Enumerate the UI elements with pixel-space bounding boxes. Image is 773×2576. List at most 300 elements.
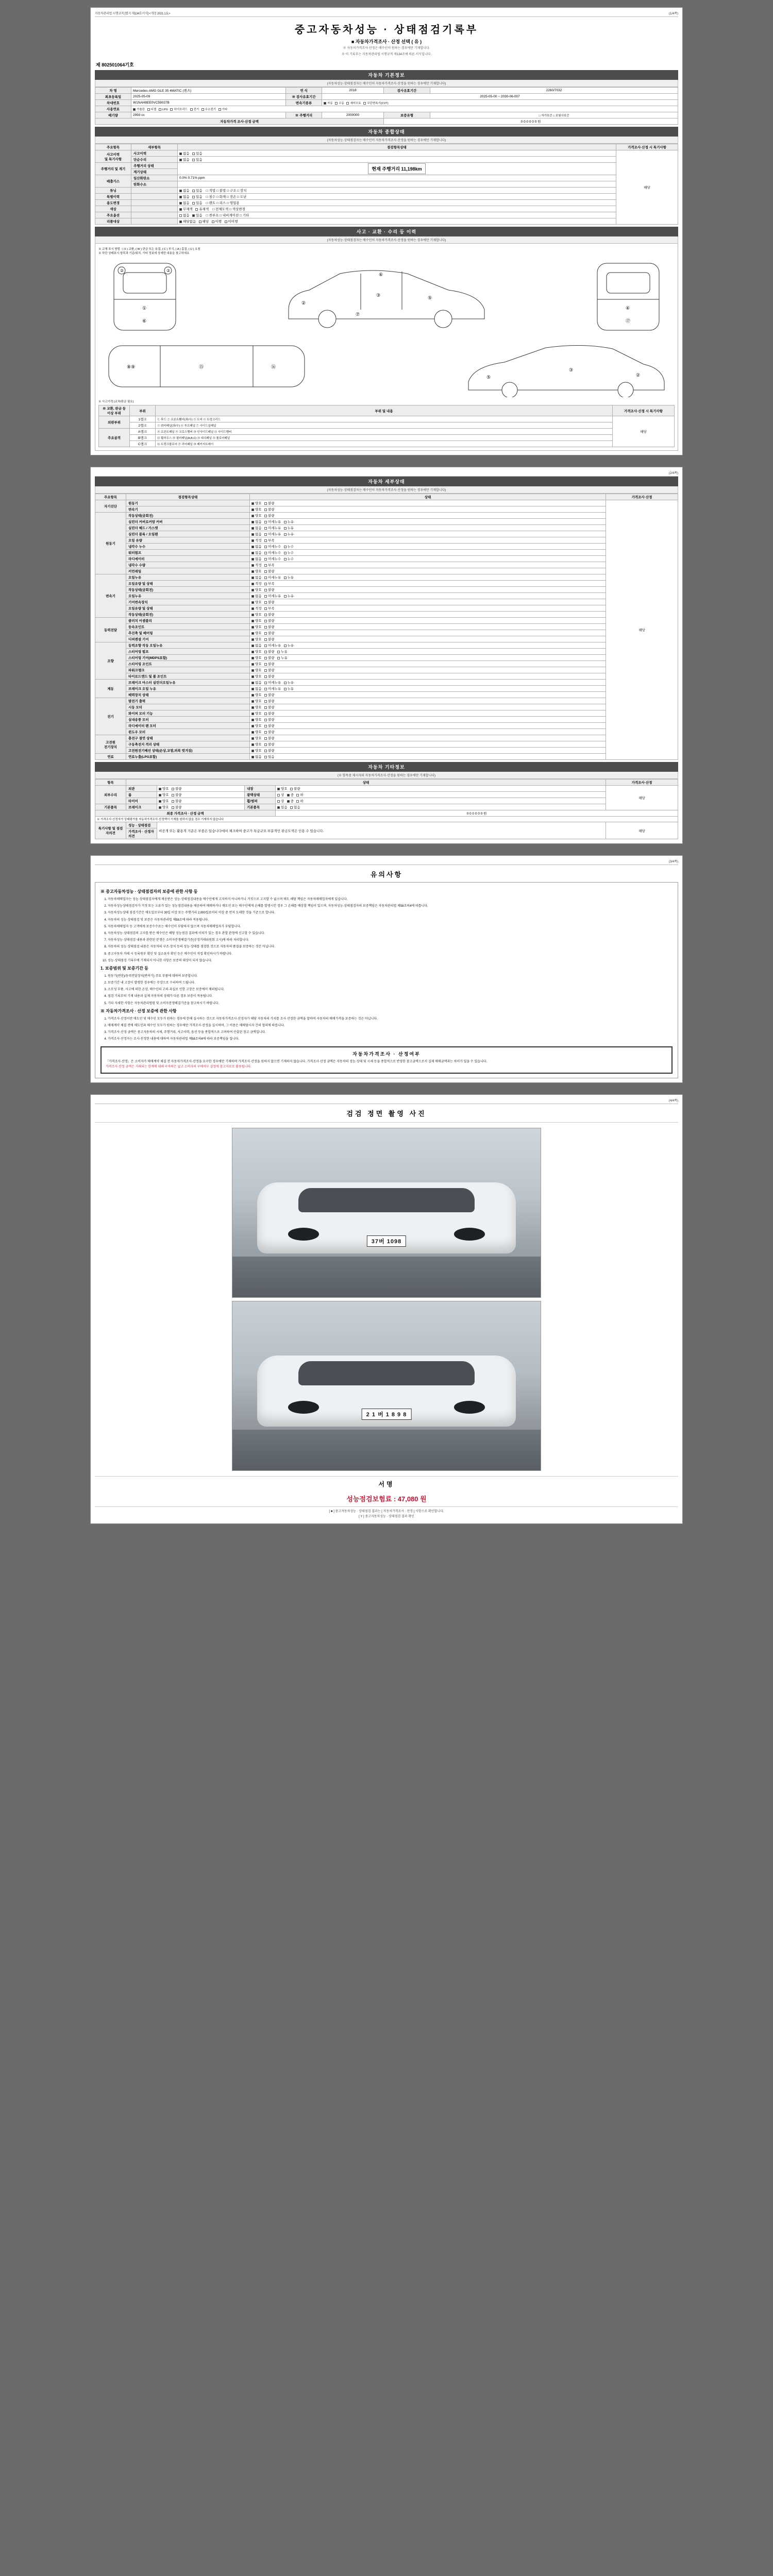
table-row bbox=[95, 605, 678, 612]
co-value: 0.0% 0.71% ppm bbox=[178, 175, 616, 181]
usage-change-sub bbox=[131, 200, 178, 206]
etc-label-polish: 광택상태 bbox=[245, 792, 276, 798]
table-row bbox=[95, 550, 678, 556]
outer-panel-label: 외판부위 bbox=[99, 416, 130, 429]
detail-item-state[interactable]: 양호 불량 누유 bbox=[250, 649, 606, 655]
section-overall-note: (자동차성능·상태점검자는 매수인이 자동차가격조사·산정을 원하는 경우에만 기재합니다) bbox=[95, 137, 678, 144]
detail-item-state[interactable]: 적정 부족 bbox=[250, 562, 606, 568]
vehicle-rear-photo bbox=[232, 1301, 541, 1471]
table-row bbox=[95, 506, 678, 513]
detail-item-label: 연료누출(LPG포함) bbox=[126, 754, 250, 760]
value-price-appraisal: 0 0 0 0 0 0 원 bbox=[384, 118, 678, 125]
fuel-opt-5: 수소전기 bbox=[205, 108, 216, 111]
th-state: 점검항목상태 bbox=[178, 144, 616, 150]
svg-text:⑧⑨: ⑧⑨ bbox=[127, 364, 136, 369]
table-row bbox=[95, 741, 678, 748]
fuel-opt-3: 하이브리드 bbox=[174, 108, 188, 111]
table-row bbox=[99, 429, 675, 435]
table-row bbox=[95, 157, 678, 163]
detail-item-state[interactable]: 양호 불량 bbox=[250, 500, 606, 506]
detail-item-state[interactable]: 양호 불량 bbox=[250, 624, 606, 630]
value-mileage: 2000000 bbox=[322, 112, 384, 118]
table-row bbox=[95, 118, 678, 125]
detail-item-state[interactable]: 양호 불량 bbox=[250, 630, 606, 636]
table-row bbox=[95, 587, 678, 593]
cb-fuel-lpg[interactable] bbox=[159, 108, 162, 111]
table-row bbox=[95, 680, 678, 686]
detail-item-label: 배력장치 상태 bbox=[126, 692, 250, 698]
rank2-items: ⑤ 쿼터패널(좌/우) ⑥ 루프패널 ⑦ 사이드실패널 bbox=[156, 422, 613, 429]
etc-basic-group: 기본품목 bbox=[95, 804, 126, 810]
simple-repair-state[interactable]: 없음 있음 bbox=[178, 157, 616, 163]
fuel-opt-2: LPG bbox=[162, 108, 168, 111]
table-row bbox=[95, 106, 678, 112]
detail-item-state[interactable]: 없음 미세누수 누수 bbox=[250, 556, 606, 562]
wheel-right bbox=[454, 1228, 485, 1241]
detail-item-label: 오일누유 bbox=[126, 574, 250, 581]
etc-wheel-state[interactable]: 상 중 하 bbox=[276, 798, 606, 804]
notice-item: 2. 매매계약 체결 전에 매도인과 매수인 모두가 원하는 경우에만 가격조사·산정을 실시하며, 그 비용은 매매당사자 간의 협의에 따릅니다. bbox=[108, 1023, 673, 1028]
rank2-label: 2랭크 bbox=[130, 422, 156, 429]
row-hc: 탄화수소 bbox=[131, 181, 178, 188]
detail-item-state[interactable]: 양호 불량 bbox=[250, 729, 606, 735]
detail-item-state[interactable]: 양호 불량 bbox=[250, 692, 606, 698]
detail-item-label: 클러치 어셈블리 bbox=[126, 618, 250, 624]
table-row bbox=[95, 88, 678, 94]
fuel-opt-4: 전기 bbox=[193, 108, 199, 111]
detail-item-state[interactable]: 양호 불량 bbox=[250, 636, 606, 642]
th-sub-item: 세부항목 bbox=[131, 144, 178, 150]
table-row bbox=[95, 729, 678, 735]
svg-text:⑥: ⑥ bbox=[379, 272, 383, 277]
detail-item-label: 스티어링 펌프 bbox=[126, 649, 250, 655]
frameB-label: B랭크 bbox=[130, 435, 156, 441]
docno-label: 제 bbox=[96, 62, 100, 67]
detail-item-label: 스티어링 기어(MDPS포함) bbox=[126, 655, 250, 661]
row-color: 색상 bbox=[95, 206, 131, 212]
signature-title: 서명 bbox=[95, 1476, 678, 1492]
tuning-state[interactable]: 없음 있음 □ 적법 □ 불법 □ 구조 □ 장치 bbox=[178, 188, 616, 194]
detail-item-label: 디퍼렌셜 기어 bbox=[126, 636, 250, 642]
detail-item-state[interactable]: 양호 불량 bbox=[250, 698, 606, 704]
page-number-4: (4/4쪽) bbox=[668, 1099, 678, 1103]
detail-item-state[interactable]: 없음 미세누유 누유 bbox=[250, 525, 606, 531]
windshield bbox=[298, 1188, 475, 1212]
title-block bbox=[95, 17, 678, 59]
car-rear-view-icon bbox=[582, 258, 675, 335]
row-gauge-state: 계기상태 bbox=[131, 169, 178, 175]
etc-label-tire: 타이어 bbox=[126, 798, 157, 804]
damage-diagram bbox=[95, 244, 678, 451]
section-detail-note: (자동차성능·상태점검자는 매수인이 자동차가격조사·산정을 원하는 경우에만 기재합니다) bbox=[95, 486, 678, 494]
etc-label-room: 룸 bbox=[126, 792, 157, 798]
value-valid-range: 2025-05-00 ~ 2030-06-007 bbox=[322, 94, 678, 100]
notice-heading-1: ※ 중고자동차성능 · 상태점검자의 보증에 관한 사항 등 bbox=[100, 889, 198, 894]
th-rank: 부위 bbox=[130, 405, 156, 416]
special-note-stamp: 해당 bbox=[606, 822, 678, 839]
notice-item: 6. 자동차성능·상태점검의 고지를 받은 매수인은 해당 성능점검 결과에 이의가 있는 경우 관할 관청에 신고할 수 있습니다. bbox=[108, 931, 673, 936]
detail-item-state[interactable]: 양호 불량 bbox=[250, 612, 606, 618]
cb-fuel-gasoline[interactable] bbox=[133, 108, 137, 111]
detail-item-label: 작동상태(공회전) bbox=[126, 587, 250, 593]
detail-item-state[interactable]: 양호 불량 bbox=[250, 673, 606, 680]
detail-item-label: 윈도우 모터 bbox=[126, 729, 250, 735]
value-vin: W1NAH8EE0VC59037B bbox=[131, 100, 286, 106]
detail-item-state[interactable]: 없음 미세누유 누유 bbox=[250, 686, 606, 692]
label-valid-range: ※ 검사유효기간 bbox=[286, 94, 322, 100]
notice-item: 1. 원동기(엔진)/동력전달장치(변속기) 주요 부품에 대하여 보증합니다. bbox=[108, 974, 673, 979]
ground bbox=[232, 1257, 541, 1297]
doc-subtitle: ■ 자동차가격조사 · 산정 선택 ( 유 ) bbox=[351, 39, 422, 44]
table-row bbox=[95, 500, 678, 506]
detail-item-state[interactable]: 양호 불량 bbox=[250, 704, 606, 710]
table-row bbox=[95, 704, 678, 710]
frameB-items: ⑫ 휠하우스 ⑬ 필러패널(A,B,C) ⑭ 대쉬패널 ⑮ 플로어패널 bbox=[156, 435, 613, 441]
frameC-items: ⑯ 트렁크플로어 ⑰ 리어패널 ⑱ 패키지트레이 bbox=[156, 441, 613, 447]
table-row bbox=[95, 698, 678, 704]
th-main-item: 주요항목 bbox=[95, 144, 131, 150]
rank1-items: ① 후드 ② 프론트휀더(좌/우) ③ 도어 ④ 트렁크리드 bbox=[156, 416, 613, 422]
table-row bbox=[95, 562, 678, 568]
total-price-note: ※ 가격조사·산정자가 상태평가를 자동차가격조사·산정액이 기재를 원하지 않을 경우 기재하지 않습니다 bbox=[95, 817, 678, 822]
detail-item-state[interactable]: 없음 미세누유 누유 bbox=[250, 680, 606, 686]
special-history-state[interactable]: 없음 있음 □ 침수 □ 화재 □ 전손 □ 도난 bbox=[178, 194, 616, 200]
notice-list-2 bbox=[100, 974, 673, 1006]
etc-tire-state[interactable]: 양호 불량 bbox=[157, 798, 245, 804]
table-row bbox=[95, 636, 678, 642]
detail-item-state[interactable]: 양호 불량 bbox=[250, 723, 606, 729]
detail-gam-value: 해당 bbox=[606, 500, 678, 760]
detail-item-state[interactable]: 양호 불량 bbox=[250, 513, 606, 519]
cb-fuel-diesel[interactable] bbox=[147, 108, 151, 111]
special-note-sub2: 가격조사 · 산정자의견 bbox=[126, 828, 157, 839]
notice-box bbox=[95, 882, 678, 1078]
detail-item-state[interactable]: 양호 불량 bbox=[250, 710, 606, 717]
rank1-label: 1랭크 bbox=[130, 416, 156, 422]
fuel-opt-1: 디젤 bbox=[150, 108, 157, 111]
detail-group-label: 제동 bbox=[95, 680, 126, 698]
etc-brake-state[interactable]: 양호 불량 bbox=[157, 804, 245, 810]
table-row bbox=[95, 163, 678, 169]
wheel-left bbox=[288, 1228, 319, 1241]
detail-item-state[interactable]: 양호 불량 bbox=[250, 667, 606, 673]
detail-item-label: 커먼레일 bbox=[126, 568, 250, 574]
mileage-state-value bbox=[178, 163, 616, 175]
detail-item-state[interactable]: 없음 미세누유 누유 bbox=[250, 574, 606, 581]
recall-state[interactable]: 해당없음 해당 이행 미이행 bbox=[178, 218, 616, 225]
detail-state-table bbox=[95, 494, 678, 760]
table-row bbox=[95, 188, 678, 194]
page-number-1: (1/4쪽) bbox=[668, 12, 678, 15]
table-row bbox=[95, 717, 678, 723]
detail-item-state[interactable]: 없음 미세누유 누유 bbox=[250, 519, 606, 525]
detail-item-label: 냉각수 수량 bbox=[126, 562, 250, 568]
table-row bbox=[95, 525, 678, 531]
value-warranty: □ 자가보증 □ 보험사보증 bbox=[430, 112, 678, 118]
row-mileage-state: 주행거리 상태 bbox=[131, 163, 178, 169]
cb-trans-auto[interactable] bbox=[324, 102, 327, 105]
sheet-2 bbox=[90, 467, 683, 844]
label-inspection-valid: 검사유효기간 bbox=[384, 88, 430, 94]
color-sub bbox=[131, 206, 178, 212]
table-row bbox=[95, 112, 678, 118]
table-row bbox=[95, 667, 678, 673]
etc-label-exterior: 외관 bbox=[126, 786, 157, 792]
table-row bbox=[99, 435, 675, 441]
detail-item-state[interactable]: 양호 불량 bbox=[250, 735, 606, 741]
label-vin: 차대번호 bbox=[95, 100, 131, 106]
detail-item-state[interactable]: 없음 미세누수 누수 bbox=[250, 544, 606, 550]
etc-gam-value: 해당 bbox=[606, 786, 678, 810]
detail-item-state[interactable]: 양호 불량 누유 bbox=[250, 655, 606, 661]
footer-notes bbox=[95, 1506, 678, 1519]
detail-item-state[interactable]: 적정 부족 bbox=[250, 537, 606, 544]
table-row bbox=[95, 748, 678, 754]
total-price-value: 0 0 0 0 0 0 원 bbox=[276, 810, 678, 817]
detail-item-label: 라디에이터 bbox=[126, 556, 250, 562]
row-options: 주요옵션 bbox=[95, 212, 131, 218]
notice-list-3 bbox=[100, 1016, 673, 1042]
label-transmission: 변속기종류 bbox=[286, 100, 322, 106]
table-row bbox=[99, 416, 675, 422]
table-row bbox=[95, 200, 678, 206]
sheet4-left bbox=[95, 1098, 96, 1101]
th-detail-gam: 가격조사·산정 bbox=[606, 494, 678, 500]
section-etc-title: 자동차 기타정보 bbox=[95, 762, 678, 772]
frameA-items: ⑧ 프론트패널 ⑨ 크로스멤버 ⑩ 인사이드패널 ⑪ 사이드멤버 bbox=[156, 429, 613, 435]
detail-item-state[interactable]: 양호 불량 bbox=[250, 717, 606, 723]
table-row bbox=[95, 599, 678, 605]
notice-heading-3: ※ 자동차가격조사 · 산정 보증에 관한 사항 bbox=[100, 1008, 177, 1013]
detail-group-label: 고전원 전기장치 bbox=[95, 735, 126, 754]
color-state[interactable]: 무채색 유채색 □ 전체도색 □ 색상변경 bbox=[178, 206, 616, 212]
notice-item: 3. 소모성 부품, 사고에 의한 손상, 매수인의 고의·과실로 인한 고장은 보증에서 제외됩니다. bbox=[108, 987, 673, 992]
row-co: 일산화탄소 bbox=[131, 175, 178, 181]
detail-item-state[interactable]: 양호 불량 bbox=[250, 599, 606, 605]
basic-info-table bbox=[95, 87, 678, 125]
tuning-sub bbox=[131, 188, 178, 194]
notice-item: 4. 점검 기록부의 기재 내용과 실제 자동차의 상태가 다른 경우 보증이 적용됩니다. bbox=[108, 994, 673, 999]
table-row bbox=[95, 692, 678, 698]
usage-change-state[interactable]: 없음 있음 □ 렌트 □ 리스 □ 영업용 bbox=[178, 200, 616, 206]
detail-item-state[interactable]: 양호 불량 bbox=[250, 587, 606, 593]
total-price-label: 최종 가격조사 · 산정 금액 bbox=[95, 810, 276, 817]
label-fuel: 사용연료 bbox=[95, 106, 131, 112]
table-header-row bbox=[95, 144, 678, 150]
docno-value: 802501064기호 bbox=[102, 62, 134, 67]
th-parts: 부위 및 내용 bbox=[156, 405, 613, 416]
detail-item-label: 시동 모터 bbox=[126, 704, 250, 710]
value-inspection-valid: 2260/7032 bbox=[430, 88, 678, 94]
table-row bbox=[95, 544, 678, 550]
etc-exterior-state[interactable]: 양호 불량 bbox=[157, 786, 245, 792]
cb-fuel-etc[interactable] bbox=[219, 108, 222, 111]
car-views-2 bbox=[98, 335, 675, 397]
detail-group-label: 조향 bbox=[95, 642, 126, 680]
fuel-opt-0: 가솔린 bbox=[137, 108, 145, 111]
value-displacement: 2993 cc bbox=[131, 112, 286, 118]
sheet2-left bbox=[95, 471, 96, 474]
detail-item-state[interactable]: 양호 불량 bbox=[250, 661, 606, 667]
table-row bbox=[95, 630, 678, 636]
table-row bbox=[95, 206, 678, 212]
table-row bbox=[95, 754, 678, 760]
detail-item-label: 오일유량 및 상태 bbox=[126, 581, 250, 587]
detail-item-label: 작동상태(공회전) bbox=[126, 513, 250, 519]
detail-item-state[interactable]: 양호 불량 bbox=[250, 618, 606, 624]
section-accident-title: 사고 · 교환 · 수리 등 이력 bbox=[95, 227, 678, 236]
license-plate-front: 37버 1098 bbox=[367, 1235, 406, 1247]
detail-item-label: 실린더 커버로커암 커버 bbox=[126, 519, 250, 525]
sheet3-left bbox=[95, 860, 96, 863]
detail-item-label: 발전기 출력 bbox=[126, 698, 250, 704]
detail-item-state[interactable]: 없음 미세누수 누수 bbox=[250, 550, 606, 556]
overall-state-table bbox=[95, 144, 678, 225]
detail-item-state[interactable]: 적정 부족 bbox=[250, 605, 606, 612]
notice-item: 8. 자동차의 성능·상태점검 내용은 자동차의 구조·장치 등의 성능·상태를 점검한 것으로 자동차의 품질을 보증하는 것은 아닙니다. bbox=[108, 944, 673, 950]
etc-exterior-group: 외부수리 bbox=[95, 786, 126, 804]
page-number-2: (2/4쪽) bbox=[668, 472, 678, 475]
detail-item-state[interactable]: 없음 미세누유 누유 bbox=[250, 593, 606, 599]
detail-item-state[interactable]: 양호 불량 bbox=[250, 741, 606, 748]
table-row bbox=[99, 422, 675, 429]
special-history-sub bbox=[131, 194, 178, 200]
notice-item: 3. 가격조사·산정 금액은 중고자동차의 시세, 주행거리, 사고이력, 옵션 등을 종합적으로 고려하여 산출된 참고 금액입니다. bbox=[108, 1030, 673, 1035]
detail-group-label: 원동기 bbox=[95, 513, 126, 574]
svg-text:⑦: ⑦ bbox=[356, 312, 360, 317]
table-row bbox=[95, 175, 678, 181]
declaration-red-text: 가격조사·산정 금액은 거래되는 한계에 대해 구속력은 없고 소비자의 구매여부 결정에 참고자료로 활용됩니다. bbox=[106, 1065, 251, 1069]
car-side-right-view-icon bbox=[458, 335, 675, 397]
etc-label-basic: 기본품목 bbox=[245, 804, 276, 810]
svg-text:⑰: ⑰ bbox=[626, 318, 631, 324]
diagram-legend-2: ※ 하단 상태표시 항목과 기준/위치, 기타 정보에 상세한 내용을 참고하세요 bbox=[98, 252, 190, 255]
hc-value bbox=[178, 181, 616, 188]
detail-item-label: 원동기 bbox=[126, 500, 250, 506]
car-side-left-view-icon bbox=[278, 258, 495, 335]
section-overall-title: 자동차 종합상태 bbox=[95, 127, 678, 137]
notice-item: 1. 자동차매매업자는 성능·상태점검자에게 제공받은 성능·상태점검내용을 매수인에게 고지하지 아니하거나 거짓으로 고지할 수 없으며 매도 해당 책임은 자동차매매업자에게 있습니다. bbox=[108, 897, 673, 902]
table-row bbox=[95, 786, 678, 792]
photo-list bbox=[95, 1123, 678, 1476]
detail-item-label: 브레이크 오일 누유 bbox=[126, 686, 250, 692]
table-row bbox=[95, 642, 678, 649]
detail-group-label: 연료 bbox=[95, 754, 126, 760]
etc-polish-state[interactable]: 상 중 하 bbox=[276, 792, 606, 798]
table-header-row bbox=[95, 779, 678, 786]
cb-fuel-electric[interactable] bbox=[190, 108, 194, 111]
special-note-sub1: 성능 · 상태점검 bbox=[126, 822, 157, 828]
detail-item-label: 와이퍼 모터 기능 bbox=[126, 710, 250, 717]
inspection-fee: 성능점검보험료 : 47,080 원 bbox=[346, 1495, 427, 1503]
detail-item-label: 실린더 블록 / 오일팬 bbox=[126, 531, 250, 537]
detail-item-state[interactable]: 양호 불량 bbox=[250, 748, 606, 754]
diagram-legend-1: ※ 교체 표시 방법 : ( X ) 교환, ( W ) 판금 또는 용접, ( C ) 부식, ( A ) 흠집, ( U ) 요철 bbox=[98, 248, 200, 251]
declaration-box bbox=[100, 1046, 673, 1074]
label-year: 연 식 bbox=[286, 88, 322, 94]
table-header-row bbox=[95, 494, 678, 500]
svg-text:⑤: ⑤ bbox=[428, 295, 432, 300]
label-first-reg: 최초등록일 bbox=[95, 94, 131, 100]
options-state[interactable]: 없음 있음 □ 썬루프 □ 내비게이션 □ 기타 bbox=[178, 212, 616, 218]
detail-table-body bbox=[95, 500, 678, 760]
detail-item-state[interactable]: 적정 부족 bbox=[250, 581, 606, 587]
row-emission-group: 배출가스 bbox=[95, 175, 131, 188]
svg-text:⑯: ⑯ bbox=[271, 364, 276, 369]
table-row bbox=[95, 804, 678, 810]
vehicle-front-photo bbox=[232, 1128, 541, 1298]
row-special-history: 특별이력 bbox=[95, 194, 131, 200]
doc-subnote-2: ※ 이 기록부는 자동차관리법 시행규칙 제134조에 따른 서식입니다. bbox=[341, 53, 432, 56]
sheet-4 bbox=[90, 1094, 683, 1524]
row-accident-history-group: 사고이력 및 특기사항 bbox=[95, 150, 131, 163]
row-simple-repair: 단순수리 bbox=[131, 157, 178, 163]
svg-text:⑮: ⑮ bbox=[199, 364, 204, 369]
row-usage-change: 용도변경 bbox=[95, 200, 131, 206]
table-row bbox=[95, 649, 678, 655]
value-year: 2018 bbox=[322, 88, 384, 94]
row-accident-history: 사고이력 bbox=[131, 150, 178, 157]
detail-item-state[interactable]: 양호 불량 bbox=[250, 568, 606, 574]
etc-interior-state[interactable]: 양호 불량 bbox=[276, 786, 606, 792]
th-accident-gam: 가격조사·산정 시 특기사항 bbox=[613, 405, 675, 416]
table-row bbox=[95, 181, 678, 188]
svg-text:③: ③ bbox=[376, 293, 381, 298]
table-row bbox=[95, 212, 678, 218]
page-number-3: (3/4쪽) bbox=[668, 860, 678, 863]
row-recall: 리콜대상 bbox=[95, 218, 131, 225]
table-row bbox=[95, 513, 678, 519]
ground bbox=[232, 1430, 541, 1470]
wheel-left bbox=[288, 1401, 319, 1414]
detail-item-label: 동력조향 작동 오일누유 bbox=[126, 642, 250, 649]
svg-text:②: ② bbox=[301, 300, 306, 306]
etc-basic-state[interactable]: 있음 없음 bbox=[276, 804, 606, 810]
detail-item-state[interactable]: 양호 불량 bbox=[250, 506, 606, 513]
detail-item-label: 오일 유량 bbox=[126, 537, 250, 544]
etc-label-brake: 브레이크 bbox=[126, 804, 157, 810]
section-accident-note: (자동차성능·상태점검자는 매수인이 자동차가격조사·산정을 원하는 경우에만 기재합니다) bbox=[95, 236, 678, 244]
mileage-box: 현재 주행거리 11,198km bbox=[368, 163, 425, 174]
detail-item-label: 실내송풍 모터 bbox=[126, 717, 250, 723]
svg-text:⑥: ⑥ bbox=[142, 318, 147, 324]
detail-item-label: 실린더 헤드 / 가스켓 bbox=[126, 525, 250, 531]
license-plate-rear: 2 1 버 1 8 9 8 bbox=[362, 1409, 412, 1420]
sheet-3 bbox=[90, 855, 683, 1083]
detail-item-state[interactable]: 없음 있음 bbox=[250, 754, 606, 760]
accident-history-state[interactable]: 없음 있음 bbox=[178, 150, 616, 157]
cb-fuel-hydrogen[interactable] bbox=[201, 108, 205, 111]
declaration-text: 「가격조사·산정」은 소비자가 매매계약 체결 전 자동차가격조사·산정을 요구한 경우에만 기재하며 가격조사·산정을 원하지 않으면 기재하지 않습니다. 가격조사·산정 금액은 자동차의 성능·상태 및 시세 등을 종합적으로 반영한 참고금액으로서 실제 매매금액과는 차이가 있을 수 있습니다. bbox=[106, 1060, 488, 1063]
detail-item-state[interactable]: 없음 미세누유 누유 bbox=[250, 531, 606, 537]
detail-group-label: 자기진단 bbox=[95, 500, 126, 513]
svg-text:④: ④ bbox=[626, 306, 630, 311]
detail-item-label: 작동상태(공회전) bbox=[126, 612, 250, 618]
table-row bbox=[95, 822, 678, 828]
detail-group-label: 동력전달 bbox=[95, 618, 126, 642]
special-history-detail: □ 침수 □ 화재 □ 전손 □ 도난 bbox=[206, 195, 247, 199]
th-etc-gam: 가격조사·산정 bbox=[606, 779, 678, 786]
accident-parts-note: ※ 사고이력 (교차/판금 필요) bbox=[98, 400, 134, 403]
color-detail: □ 전체도색 □ 색상변경 bbox=[212, 208, 245, 211]
row-tuning: 튜닝 bbox=[95, 188, 131, 194]
table-row bbox=[95, 519, 678, 525]
th-detail-main: 주요항목 bbox=[95, 494, 126, 500]
detail-item-state[interactable]: 없음 미세누유 누유 bbox=[250, 642, 606, 649]
table-row bbox=[95, 618, 678, 624]
svg-text:⑤: ⑤ bbox=[486, 375, 491, 380]
etc-room-state[interactable]: 양호 불량 bbox=[157, 792, 245, 798]
